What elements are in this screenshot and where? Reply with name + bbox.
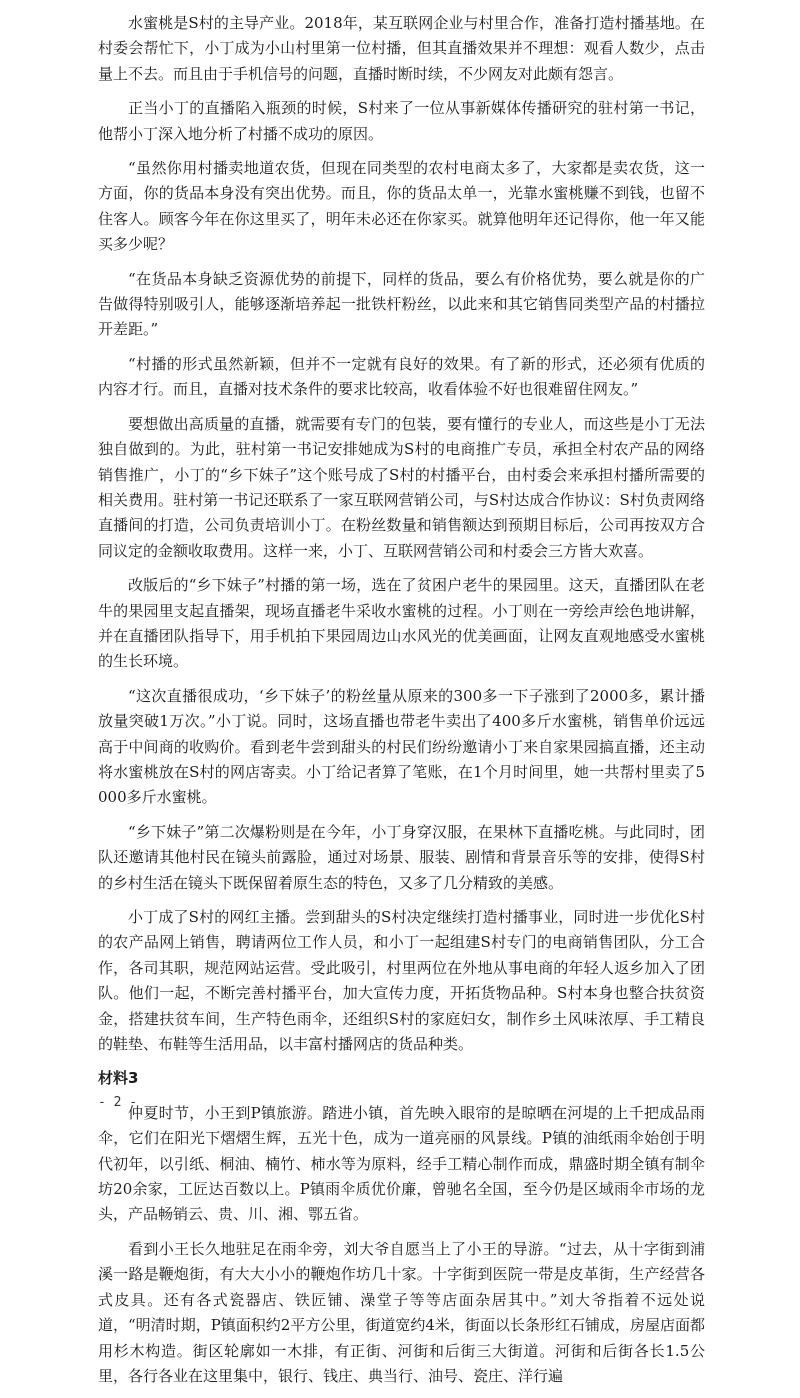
paragraph: 小丁成了S村的网红主播。尝到甜头的S村决定继续打造村播事业，同时进一步优化S村的农产品网上销售，聘请两位工作人员，和小丁一起组建S村专门的电商销售团队，分工合作，各司其职，规范网站运营。受此吸引，村里两位在外地从事电商的年轻人返乡加入了团队。他们一起，不断完善村播平台，加大宣传力度，开拓货物品种。S村本身也整合扶贫资金，搭建扶贫车间，生产特色雨伞，还组织S村的家庭妇女，制作乡土风味浓厚、手工精良的鞋垫、布鞋等生活用品，以丰富村播网店的货品种类。 (98, 908, 705, 1054)
paragraph: “在货品本身缺乏资源优势的前提下，同样的货品，要么有价格优势，要么就是你的广告做得特别吸引人，能够逐渐培养起一批铁杆粉丝，以此来和其它销售同类型产品的村播拉开差距。” (98, 269, 705, 339)
paragraph: “虽然你用村播卖地道农货，但现在同类型的农村电商太多了，大家都是卖农货，这一方面，你的货品本身没有突出优势。而且，你的货品太单一，光靠水蜜桃赚不到钱，也留不住客人。顾客今年在你这里买了，明年未必还在你家买。就算他明年还记得你，他一年又能买多少呢？ (98, 159, 705, 254)
paragraph: “这次直播很成功，‘乡下妹子’的粉丝量从原来的300多一下子涨到了2000多，累计播放量突破1万次。”小丁说。同时，这场直播也带老牛卖出了400多斤水蜜桃，销售单价远远高于中间商的收购价。看到老牛尝到甜头的村民们纷纷邀请小丁来自家果园搞直播，还主动将水蜜桃放在S村的网店寄卖。小丁给记者算了笔账，在1个月时间里，她一共帮村里卖了5000多斤水蜜桃。 (98, 686, 705, 807)
paragraph: “村播的形式虽然新颖，但并不一定就有良好的效果。有了新的形式，还必须有优质的内容才行。而且，直播对技术条件的要求比较高，收看体验不好也很难留住网友。” (98, 354, 705, 399)
paragraph: 要想做出高质量的直播，就需要有专门的包装，要有懂行的专业人，而这些是小丁无法独自做到的。为此，驻村第一书记安排她成为S村的电商推广专员，承担全村农产品的网络销售推广，小丁的“乡下妹子”这个账号成了S村的村播平台，由村委会来承担村播所需要的相关费用。驻村第一书记还联系了一家互联网营销公司，与S村达成合作协议：S村负责网络直播间的打造，公司负责培训小丁。在粉丝数量和销售额达到预期目标后，公司再按双方合同议定的金额收取费用。这样一来，小丁、互联网营销公司和村委会三方皆大欢喜。 (98, 414, 705, 560)
page-number: - 2 - (98, 1095, 138, 1110)
paragraph: 水蜜桃是S村的主导产业。2018年，某互联网企业与村里合作，准备打造村播基地。在村委会帮忙下，小丁成为小山村里第一位村播，但其直播效果并不理想：观看人数少，点击量上不去。而且由于手机信号的问题，直播时断时续，不少网友对此颇有怨言。 (98, 14, 705, 83)
paragraph: “乡下妹子”第二次爆粉则是在今年，小丁身穿汉服，在果林下直播吃桃。与此同时，团队还邀请其他村民在镜头前露脸，通过对场景、服装、剧情和背景音乐等的安排，使得S村的乡村生活在镜头下既保留着原生态的特色，又多了几分精致的美感。 (98, 822, 705, 892)
document-body (98, 11, 705, 1398)
paragraph: 看到小王长久地驻足在雨伞旁，刘大爷自愿当上了小王的导游。“过去，从十字街到浦溪一路是鞭炮街，有大大小小的鞭炮作坊几十家。十字街到医院一带是皮革街，生产经营各式皮具。还有各式瓷器店、铁匠铺、澡堂子等等店面杂居其中。”刘大爷指着不远处说道，“明清时期，P镇面积约2平方公里，街道宽约4米，街面以长条形红石铺成，房屋店面都用杉木构造。街区轮廓如一木排，有正街、河街和后街三大街道。河街和后街各长1.5公里，各行各业在这里集中，银行、钱庄、典当行、油号、瓷庄、洋行遍 (98, 1239, 705, 1385)
section-heading: 材料3 (98, 1069, 139, 1088)
paragraph: 仲夏时节，小王到P镇旅游。踏进小镇，首先映入眼帘的是晾晒在河堤的上千把成品雨伞，它们在阳光下熠熠生辉，五光十色，成为一道亮丽的风景线。P镇的油纸雨伞始创于明代初年，以引纸、桐油、楠竹、柿水等为原料，经手工精心制作而成，鼎盛时期全镇有制伞坊20余家，工匠达百数以上。P镇雨伞质优价廉，曾驰名全国，至今仍是区域雨伞市场的龙头，产品畅销云、贵、川、湘、鄂五省。 (98, 1103, 705, 1224)
paragraph: 正当小丁的直播陷入瓶颈的时候，S村来了一位从事新媒体传播研究的驻村第一书记，他帮小丁深入地分析了村播不成功的原因。 (98, 99, 705, 143)
paragraph: 改版后的“乡下妹子”村播的第一场，选在了贫困户老牛的果园里。这天，直播团队在老牛的果园里支起直播架，现场直播老牛采收水蜜桃的过程。小丁则在一旁绘声绘色地讲解，并在直播团队指导下，用手机拍下果园周边山水风光的优美画面，让网友直观地感受水蜜桃的生长环境。 (98, 576, 705, 671)
